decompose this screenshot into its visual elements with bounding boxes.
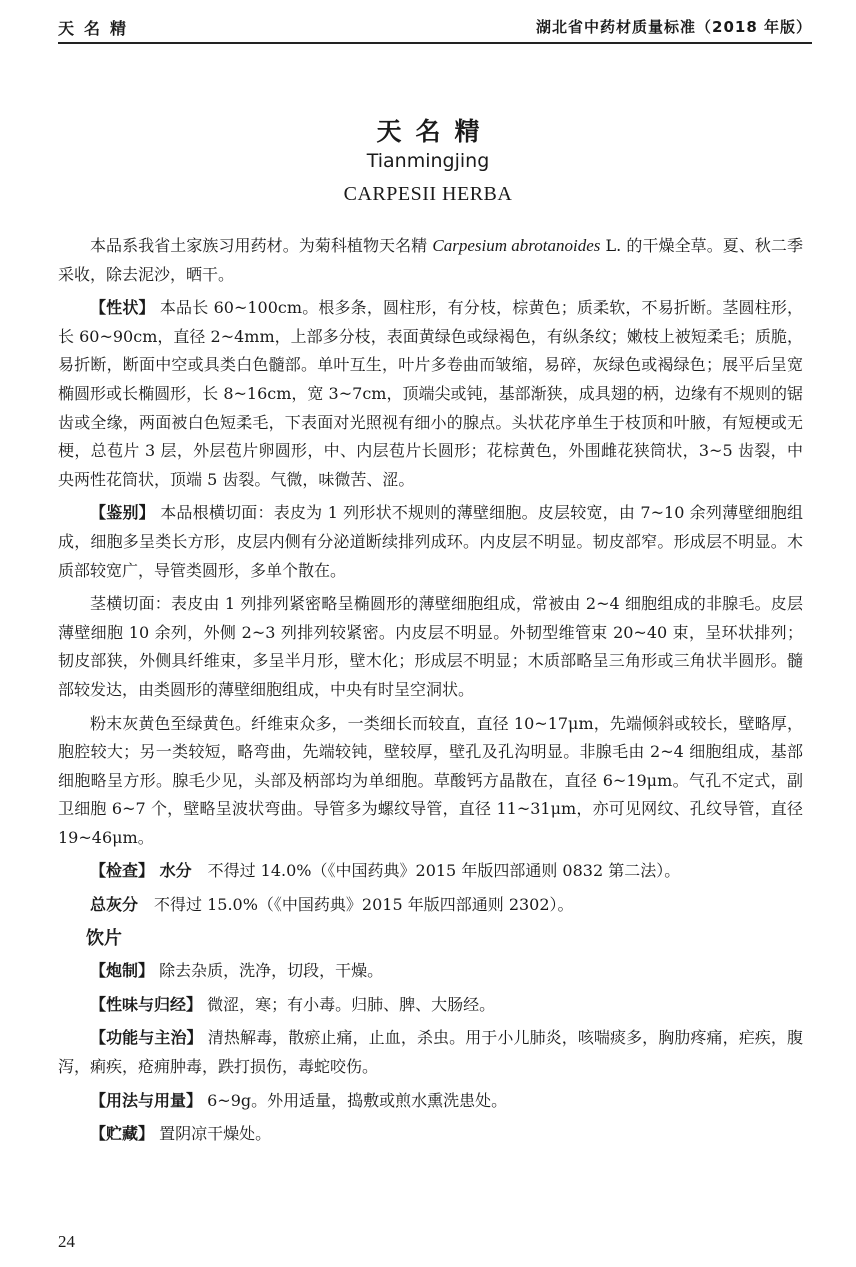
section-zhucang bbox=[58, 1120, 803, 1149]
section-xingwei bbox=[58, 991, 803, 1020]
section-tag: 【鉴别】 bbox=[90, 503, 155, 523]
yinpian-heading: 饮片 bbox=[86, 927, 122, 949]
section-paozhi bbox=[58, 957, 803, 986]
running-header bbox=[58, 14, 812, 44]
section-yongfa bbox=[58, 1087, 803, 1116]
monograph-pinyin: Tianmingjing bbox=[366, 150, 490, 172]
section-text: 置阴凉干燥处。 bbox=[154, 1124, 272, 1144]
intro-text-2: L. 的干燥全草。夏、秋二季采收，除去泥沙，晒干。 bbox=[58, 236, 803, 284]
page-number: 24 bbox=[58, 1232, 75, 1251]
header-book-title: 湖北省中药材质量标准（2018 年版） bbox=[536, 18, 812, 36]
section-tag: 【性状】 bbox=[90, 298, 155, 318]
section-tag: 【炮制】 bbox=[90, 961, 155, 981]
section-tag: 【功能与主治】 bbox=[90, 1028, 203, 1048]
section-text: 微涩，寒；有小毒。归肺、脾、大肠经。 bbox=[202, 994, 496, 1014]
monograph-latin-name: CARPESII HERBA bbox=[343, 183, 513, 205]
jianbie-stem-paragraph: 茎横切面：表皮由 1 列排列紧密略呈椭圆形的薄壁细胞组成，常被由 2~4 细胞组成的非腺毛。皮层薄壁细胞 10 余列，外侧 2~3 列排列较紧密。内皮层不明显。外韧型维管束 20~40 束，呈环状排列；韧皮部狭，外侧具纤维束，多呈半月形，壁木化；形成层不明显；木质部略呈三角形或三角状半圆形。髓部较发达，由类圆形的薄壁细胞组成，中央有时呈空洞状。 bbox=[58, 594, 803, 699]
section-xingzhuang bbox=[58, 294, 803, 494]
intro-paragraph bbox=[58, 232, 803, 289]
section-jianbie bbox=[58, 499, 803, 585]
section-text: 不得过 15.0%（《中国药典》2015 年版四部通则 2302）。 bbox=[138, 895, 574, 915]
section-text: 6~9g。外用适量，捣敷或煎水熏洗患处。 bbox=[202, 1090, 508, 1110]
section-tag: 【检查】 bbox=[90, 861, 155, 881]
section-text: 本品长 60~100cm。根多条，圆柱形，有分枝，棕黄色；质柔软，不易折断。茎圆柱形，长 60~90cm，直径 2~4mm，上部多分枝，表面黄绿色或绿褐色，有纵条纹；嫩枝上被短柔毛；质脆，易折断，断面中空或具类白色髓部。单叶互生，叶片多卷曲而皱缩，易碎，灰绿色或褐绿色；展平后呈宽椭圆形或长椭圆形，长 8~16cm，宽 3~7cm，顶端尖或钝，基部渐狭，成具翅的柄，边缘有不规则的锯齿或全缘，两面被白色短柔毛，下表面对光照视有细小的腺点。头状花序单生于枝顶和叶腋，有短梗或无梗，总苞片 3 层，外层苞片卵圆形，中、内层苞片长圆形；花棕黄色，外围雌花狭筒状，3~5 齿裂，中央两性花筒状，顶端 5 齿裂。气微，味微苦、涩。 bbox=[58, 298, 803, 489]
total-ash-label: 总灰分 bbox=[90, 895, 139, 915]
section-tag: 【性味与归经】 bbox=[90, 994, 203, 1014]
header-title: 天名精 bbox=[58, 19, 137, 38]
intro-text: 本品系我省土家族习用药材。为菊科植物天名精 bbox=[90, 236, 433, 255]
monograph-body bbox=[58, 232, 803, 1154]
moisture-label: 水分 bbox=[154, 861, 192, 881]
section-gongneng bbox=[58, 1024, 803, 1081]
monograph-title: 天名精 bbox=[376, 117, 494, 146]
section-tag: 【用法与用量】 bbox=[90, 1090, 203, 1110]
section-text: 本品根横切面：表皮为 1 列形状不规则的薄壁细胞。皮层较宽，由 7~10 余列薄壁细胞组成，细胞多呈类长方形，皮层内侧有分泌道断续排列成环。内皮层不明显。韧皮部窄。形成层不明显。木质部较宽广，导管类圆形，多单个散在。 bbox=[58, 503, 803, 580]
latin-species: Carpesium abrotanoides bbox=[432, 236, 601, 255]
jianbie-powder-paragraph: 粉末灰黄色至绿黄色。纤维束众多，一类细长而较直，直径 10~17μm，先端倾斜或较长，壁略厚，胞腔较大；另一类较短，略弯曲，先端较钝，壁较厚，壁孔及孔沟明显。非腺毛由 2~4 细胞组成，基部细胞略呈方形。腺毛少见，头部及柄部均为单细胞。草酸钙方晶散在，直径 6~19μm。气孔不定式，副卫细胞 6~7 个，壁略呈波状弯曲。导管多为螺纹导管，直径 11~31μm，亦可见网纹、孔纹导管，直径 19~46μm。 bbox=[58, 713, 803, 847]
section-jiancha bbox=[58, 857, 803, 886]
section-text: 清热解毒，散瘀止痛，止血，杀虫。用于小儿肺炎，咳喘痰多，胸肋疼痛，疟疾，腹泻，痢疾，疮痈肿毒，跌打损伤，毒蛇咬伤。 bbox=[58, 1028, 803, 1077]
section-text: 不得过 14.0%（《中国药典》2015 年版四部通则 0832 第二法）。 bbox=[191, 861, 681, 881]
section-tag: 【贮藏】 bbox=[90, 1124, 155, 1144]
total-ash-paragraph bbox=[58, 891, 803, 920]
section-text: 除去杂质，洗净，切段，干燥。 bbox=[154, 961, 384, 981]
